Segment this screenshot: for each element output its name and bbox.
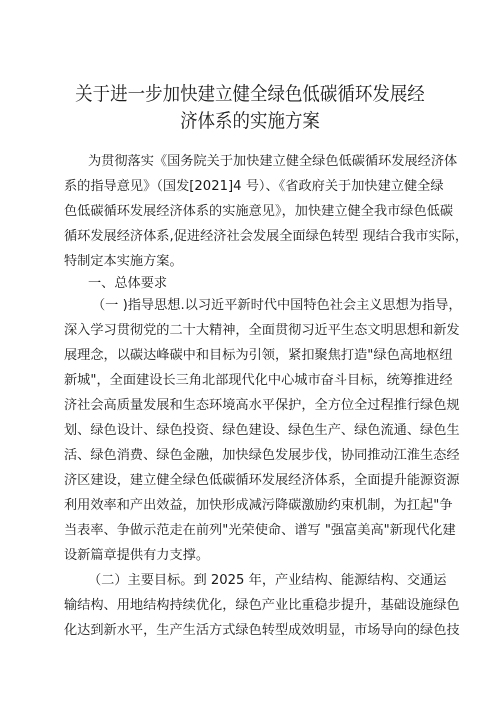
paragraph-line: 利用效率和产出效益，加快形成减污降碳激励约束机制，为扛起"争 bbox=[64, 498, 453, 513]
section-heading: 一、总体要求 bbox=[88, 276, 168, 291]
paragraph-line: 循环发展经济体系,促进经济社会发展全面绿色转型 现结合我市实际， bbox=[64, 229, 469, 244]
paragraph-line: 济区建设，建立健全绿色低碳循环发展经济体系，全面提升能源资源 bbox=[64, 473, 460, 488]
paragraph-line: 新城"，全面建设长三角北部现代化中心城市奋斗目标，统筹推进经 bbox=[64, 373, 453, 388]
paragraph-line: 当表率、争做示范走在前列"光荣使命、谱写 "强富美高"新现代化建 bbox=[64, 523, 456, 538]
paragraph-line: 展理念，以碳达峰碳中和目标为引领，紧扣聚焦打造"绿色高地枢纽 bbox=[64, 348, 453, 363]
paragraph-line: 设新篇章提供有力支撑。 bbox=[64, 548, 210, 563]
paragraph-line: （一 )指导思想.以习近平新时代中国特色社会主义思想为指导， bbox=[92, 298, 462, 313]
paragraph-line: 化达到新水平，生产生活方式绿色转型成效明显，市场导向的绿色技 bbox=[64, 623, 460, 638]
paragraph-line: 色低碳循环发展经济体系的实施意见》，加快建立健全我市绿色低碳 bbox=[64, 204, 454, 219]
document-title-line-2: 济体系的实施方案 bbox=[180, 110, 320, 132]
paragraph-line: 划、绿色设计、绿色投资、绿色建设、绿色生产、绿色流通、绿色生 bbox=[64, 423, 460, 438]
document-title-line-1: 关于进一步加快建立健全绿色低碳循环发展经 bbox=[75, 83, 425, 105]
paragraph-line: 特制定本实施方案。 bbox=[64, 254, 183, 269]
paragraph-line: 深入学习贯彻党的二十大精神，全面贯彻习近平生态文明思想和新发 bbox=[64, 323, 460, 338]
paragraph-line: （二）主要目标。到 2025 年，产业结构、能源结构、交通运 bbox=[88, 573, 447, 588]
paragraph-line: 输结构、用地结构持续优化，绿色产业比重稳步提升，基础设施绿色 bbox=[64, 598, 460, 613]
paragraph-line: 系的指导意见》（国发[2021]4 号）、《省政府关于加快建立健全绿 bbox=[64, 179, 444, 194]
paragraph-line: 活、绿色消费、绿色金融，加快绿色发展步伐，协同推动江淮生态经 bbox=[64, 448, 460, 463]
paragraph-line: 济社会高质量发展和生态环境高水平保护，全方位全过程推行绿色规 bbox=[64, 398, 460, 413]
paragraph-line: 为贯彻落实《国务院关于加快建立健全绿色低碳循环发展经济体 bbox=[88, 154, 458, 169]
